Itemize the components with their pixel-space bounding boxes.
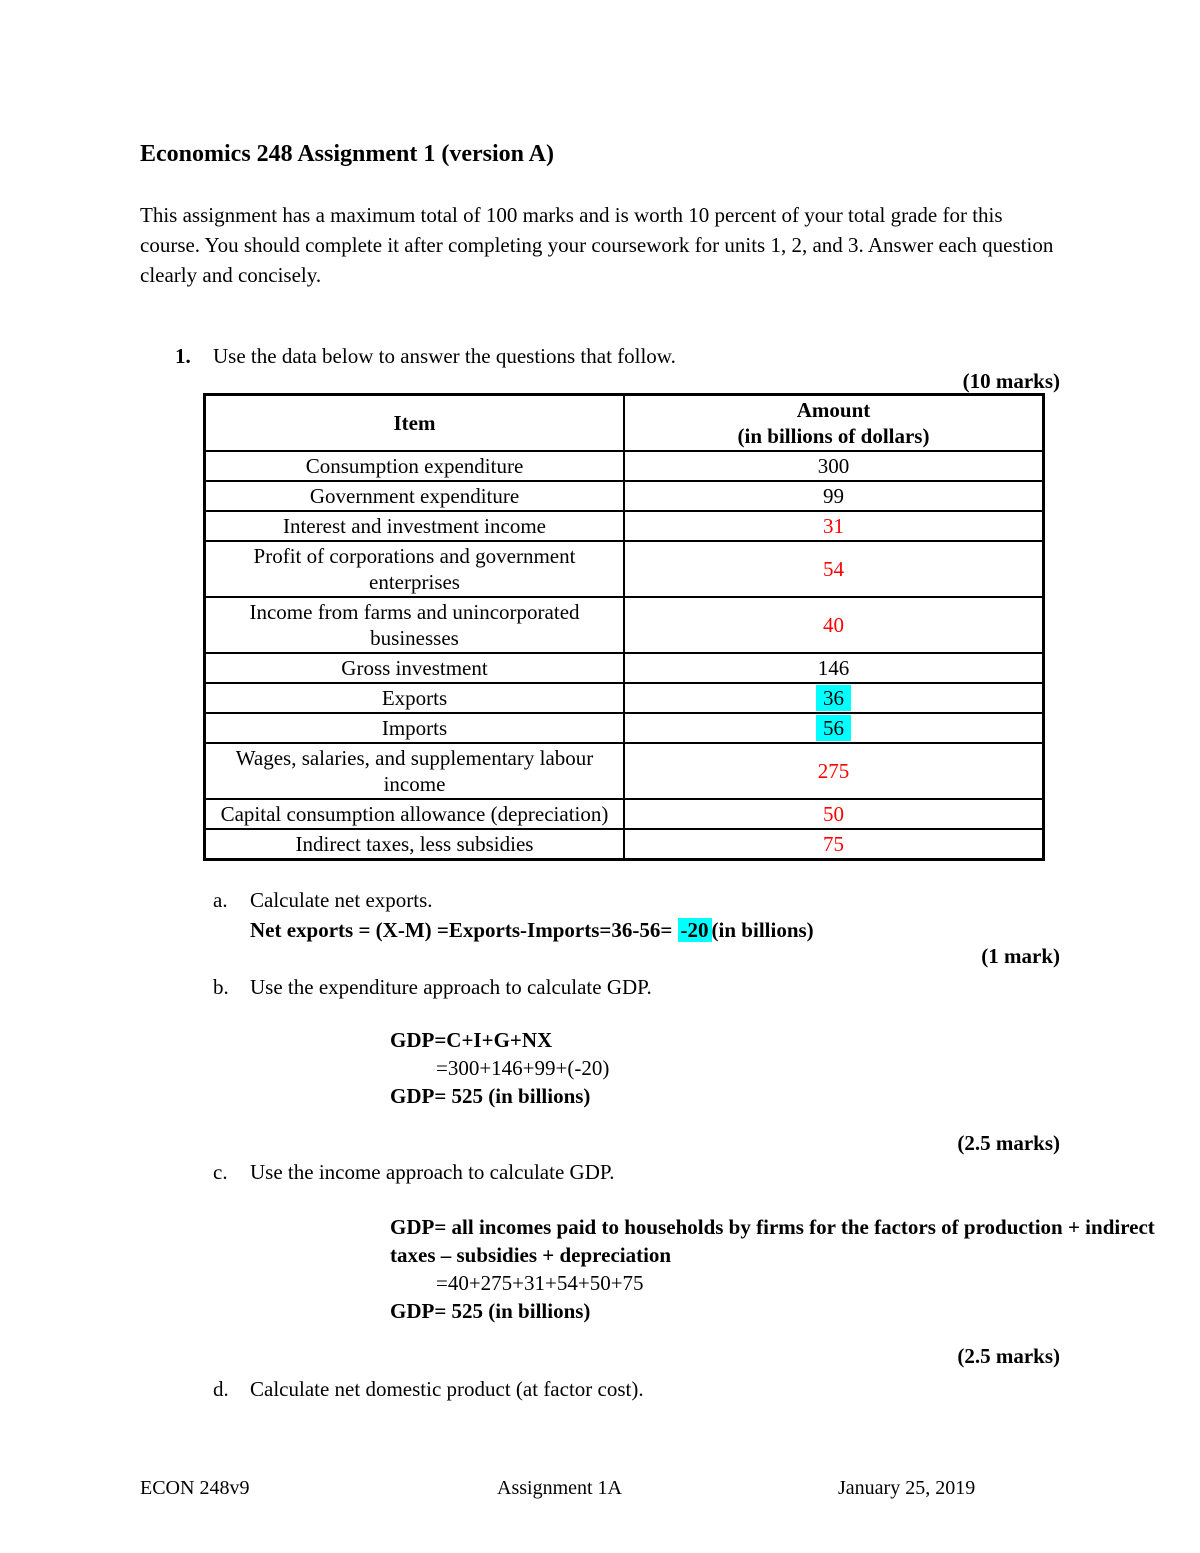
part-b-letter: b. bbox=[213, 975, 229, 999]
amount-cell: 275 bbox=[624, 743, 1044, 799]
amount-cell: 300 bbox=[624, 451, 1044, 481]
footer-course-code: ECON 248v9 bbox=[140, 1477, 250, 1499]
item-cell: Consumption expenditure bbox=[205, 451, 625, 481]
equation-line: =40+275+31+54+50+75 bbox=[436, 1271, 644, 1295]
amount-cell: 40 bbox=[624, 597, 1044, 653]
table-row bbox=[205, 481, 1044, 511]
table-row bbox=[205, 511, 1044, 541]
table-header-row bbox=[205, 395, 1044, 452]
equation-suffix: (in billions) bbox=[711, 918, 814, 942]
table-row bbox=[205, 597, 1044, 653]
item-cell: Income from farms and unincorporated businesses bbox=[205, 597, 625, 653]
amount-column-header bbox=[624, 395, 1044, 452]
table-row bbox=[205, 743, 1044, 799]
part-a-prompt: Calculate net exports. bbox=[250, 888, 433, 912]
part-a-equation bbox=[250, 915, 1060, 945]
table-row bbox=[205, 829, 1044, 860]
amount-cell: 50 bbox=[624, 799, 1044, 829]
item-cell: Profit of corporations and government enterprises bbox=[205, 541, 625, 597]
highlighted-value: 36 bbox=[816, 685, 851, 711]
question-number: 1. bbox=[175, 344, 191, 368]
item-cell: Gross investment bbox=[205, 653, 625, 683]
amount-cell: 31 bbox=[624, 511, 1044, 541]
part-c-letter: c. bbox=[213, 1160, 228, 1184]
amount-header-line1: Amount bbox=[796, 398, 871, 422]
marks-label-q1: (10 marks) bbox=[962, 369, 1060, 393]
part-d bbox=[213, 1374, 1060, 1404]
item-column-header: Item bbox=[205, 395, 625, 452]
part-b bbox=[213, 972, 1060, 1002]
part-d-letter: d. bbox=[213, 1377, 229, 1401]
question-prompt: Use the data below to answer the questions that follow. bbox=[213, 344, 676, 368]
marks-label-c: (2.5 marks) bbox=[957, 1344, 1060, 1368]
marks-label-a: (1 mark) bbox=[981, 944, 1060, 968]
page-footer bbox=[140, 1476, 1060, 1502]
highlighted-answer: -20 bbox=[678, 918, 712, 942]
part-c-work bbox=[390, 1213, 1200, 1325]
equation-line: GDP= 525 (in billions) bbox=[390, 1084, 591, 1108]
table-row bbox=[205, 683, 1044, 713]
footer-date: January 25, 2019 bbox=[838, 1477, 976, 1499]
equation-line: GDP= 525 (in billions) bbox=[390, 1299, 591, 1323]
table-row bbox=[205, 541, 1044, 597]
equation-prefix: Net exports = (X-M) =Exports-Imports=36-56= bbox=[250, 918, 678, 942]
item-cell: Interest and investment income bbox=[205, 511, 625, 541]
item-cell: Indirect taxes, less subsidies bbox=[205, 829, 625, 860]
amount-cell bbox=[624, 713, 1044, 743]
part-d-prompt: Calculate net domestic product (at factor cost). bbox=[250, 1377, 644, 1401]
amount-header-line2: (in billions of dollars) bbox=[737, 424, 930, 448]
amount-cell bbox=[624, 683, 1044, 713]
highlighted-value: 56 bbox=[816, 715, 851, 741]
part-b-prompt: Use the expenditure approach to calculate GDP. bbox=[250, 975, 652, 999]
amount-cell: 146 bbox=[624, 653, 1044, 683]
equation-line: GDP= all incomes paid to households by firms for the factors of production + indirect taxes – subsidies + depreciation bbox=[390, 1215, 1155, 1267]
intro-paragraph: This assignment has a maximum total of 100 marks and is worth 10 percent of your total grade for this course. You should complete it after completing your coursework for units 1, 2, and 3. Answer each question clearly and concisely. bbox=[140, 203, 1054, 287]
marks-label-b: (2.5 marks) bbox=[957, 1131, 1060, 1155]
amount-cell: 54 bbox=[624, 541, 1044, 597]
item-cell: Capital consumption allowance (depreciation) bbox=[205, 799, 625, 829]
table-row bbox=[205, 451, 1044, 481]
footer-assignment-name: Assignment 1A bbox=[497, 1477, 622, 1499]
table-row bbox=[205, 713, 1044, 743]
table-row bbox=[205, 653, 1044, 683]
amount-cell: 75 bbox=[624, 829, 1044, 860]
equation-line: GDP=C+I+G+NX bbox=[390, 1028, 553, 1052]
item-cell: Exports bbox=[205, 683, 625, 713]
part-b-work bbox=[390, 1026, 1060, 1110]
item-cell: Imports bbox=[205, 713, 625, 743]
gdp-data-table bbox=[203, 393, 1045, 861]
question-1 bbox=[175, 342, 1060, 370]
part-a-letter: a. bbox=[213, 888, 228, 912]
part-c-prompt: Use the income approach to calculate GDP. bbox=[250, 1160, 615, 1184]
part-a bbox=[213, 885, 1060, 945]
item-cell: Government expenditure bbox=[205, 481, 625, 511]
item-cell: Wages, salaries, and supplementary labour income bbox=[205, 743, 625, 799]
page-title: Economics 248 Assignment 1 (version A) bbox=[140, 141, 554, 167]
table-row bbox=[205, 799, 1044, 829]
amount-cell: 99 bbox=[624, 481, 1044, 511]
part-c bbox=[213, 1157, 1060, 1187]
equation-line: =300+146+99+(-20) bbox=[436, 1056, 610, 1080]
